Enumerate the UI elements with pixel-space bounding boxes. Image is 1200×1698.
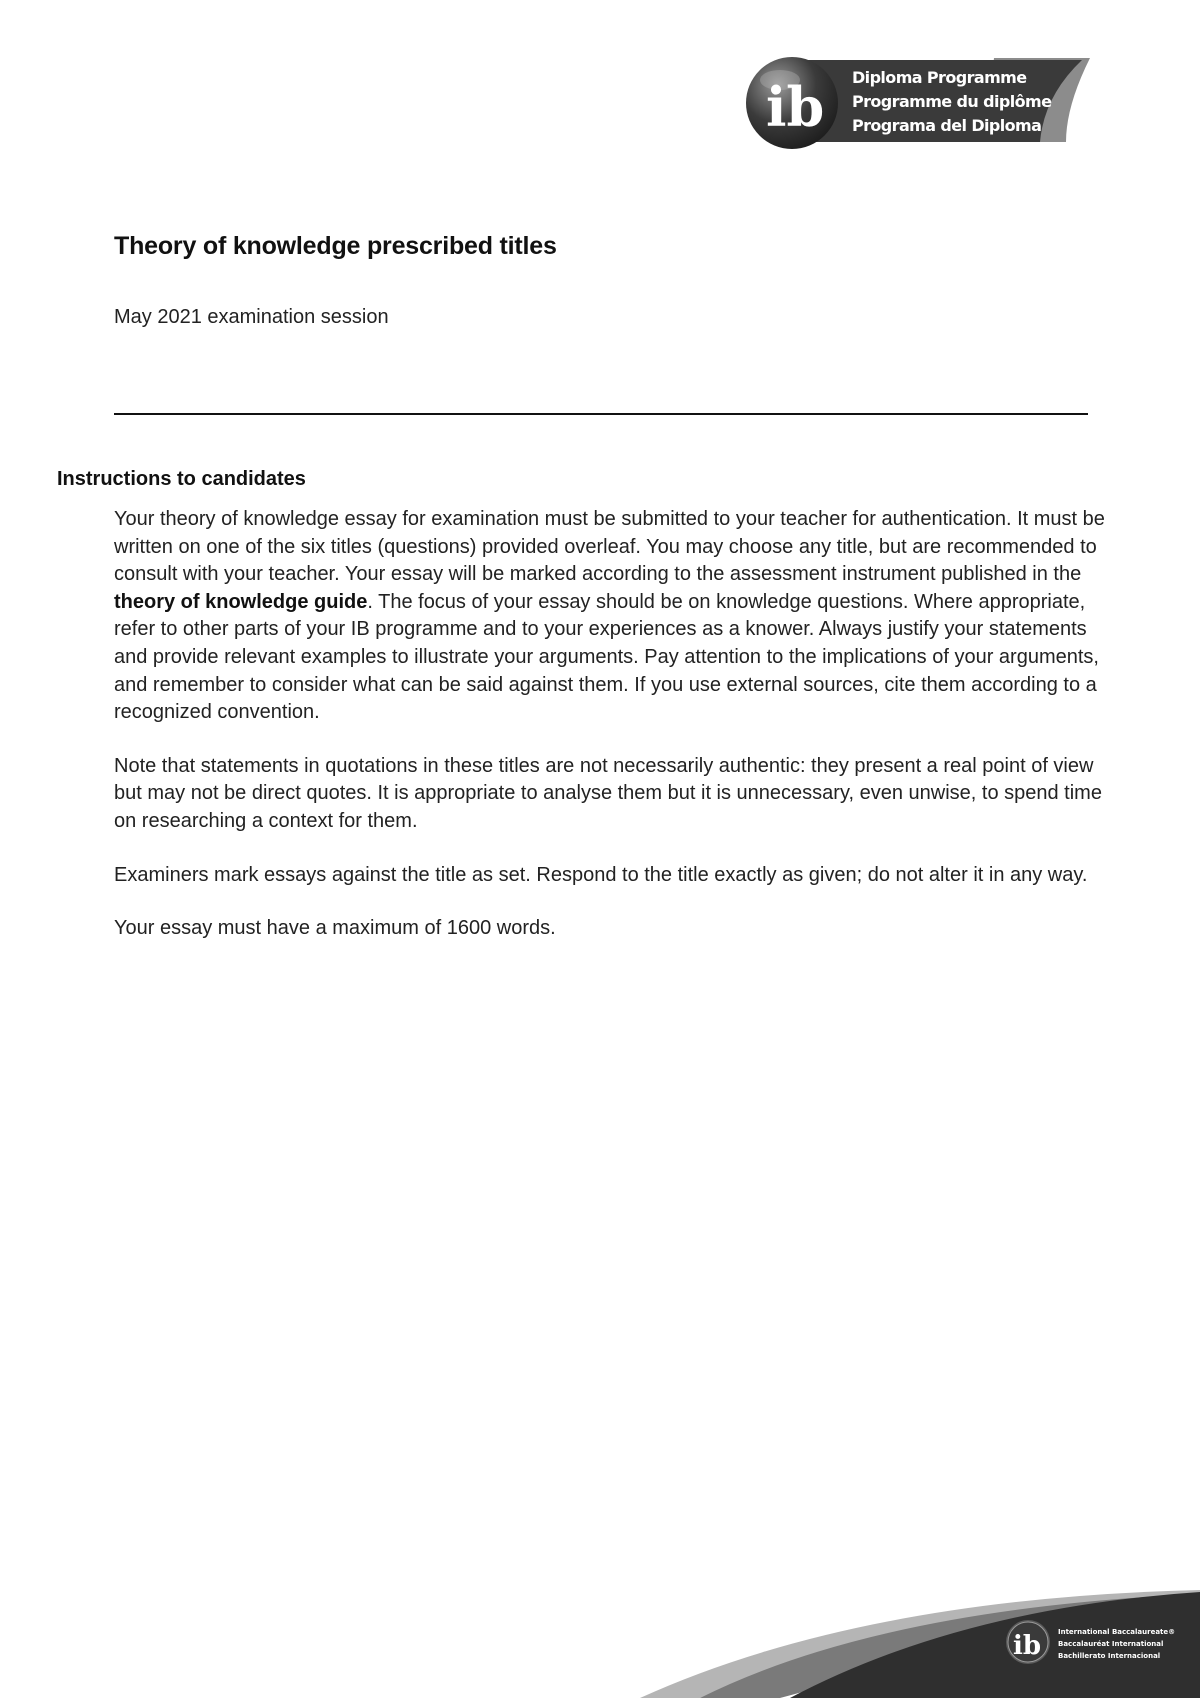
footer-swoosh: [0, 1578, 1200, 1698]
logo-line-1: Diploma Programme: [852, 68, 1027, 87]
page-title: Theory of knowledge prescribed titles: [114, 232, 557, 260]
footer-logo-line-2: Baccalauréat International: [1058, 1640, 1164, 1648]
instructions-paragraph-4: Your essay must have a maximum of 1600 words.: [114, 917, 556, 940]
ib-logo-letters: ib: [766, 75, 825, 139]
paragraph-1-text-b: . The focus of your essay should be on knowledge questions. Where appropriate, refer to other parts of your IB programme and to your experiences as a knower. Always justify your statements and provide relevant examples to illustrate your arguments. Pay attention to the implications of your arguments, and remember to consider what can be said against them. If you use external sources, cite them according to a recognized convention.: [114, 590, 1099, 724]
exam-session: May 2021 examination session: [114, 306, 389, 328]
instructions-body: [114, 506, 1114, 969]
tok-guide-reference: theory of knowledge guide: [114, 590, 368, 613]
ib-diploma-logo: [744, 56, 1090, 152]
logo-line-3: Programa del Diploma: [852, 116, 1042, 135]
paragraph-1-text-a: Your theory of knowledge essay for examination must be submitted to your teacher for authentication. It must be written on one of the six titles (questions) provided overleaf. You may choose any title, but are recommended to consult with your teacher. Your essay will be marked according to the assessment instrument published in the: [114, 508, 1105, 586]
footer-logo-line-3: Bachillerato Internacional: [1058, 1652, 1161, 1660]
instructions-paragraph-2: Note that statements in quotations in these titles are not necessarily authentic: they present a real point of view but may not be direct quotes. It is appropriate to analyse them but it is unnecessary, even unwise, to spend time on researching a context for them.: [114, 754, 1102, 832]
divider: [114, 413, 1088, 415]
footer-ib-letters: ib: [1013, 1631, 1042, 1661]
logo-line-2: Programme du diplôme: [852, 92, 1052, 111]
instructions-paragraph-3: Examiners mark essays against the title as set. Respond to the title exactly as given; do not alter it in any way.: [114, 863, 1088, 886]
instructions-paragraph-1: [114, 506, 1114, 727]
footer-logo-line-1: International Baccalaureate®: [1058, 1628, 1176, 1636]
instructions-heading: Instructions to candidates: [57, 468, 306, 490]
